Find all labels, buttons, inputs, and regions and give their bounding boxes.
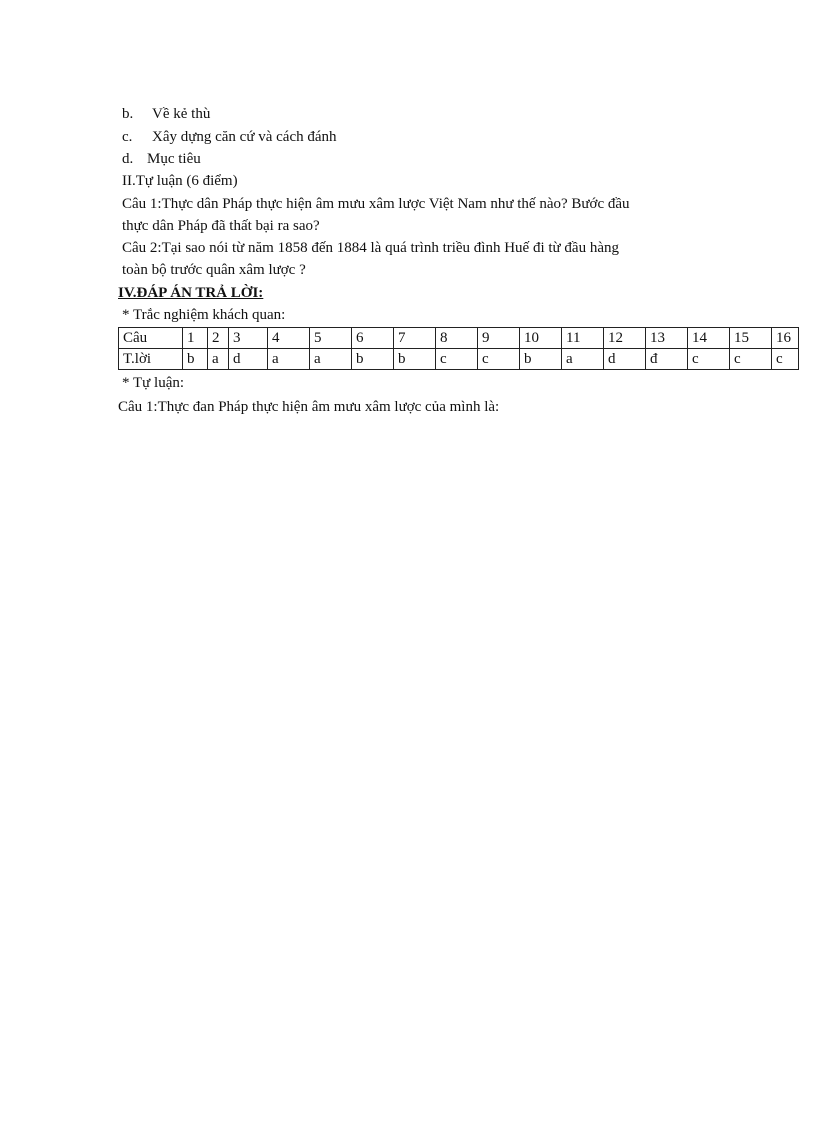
answer-heading: IV.ĐÁP ÁN TRẢ LỜI: bbox=[118, 285, 264, 301]
essay-label: * Tự luận: bbox=[122, 375, 185, 391]
row-header-question: Câu bbox=[119, 328, 183, 349]
question-number-cell: 13 bbox=[646, 328, 688, 349]
option-b-letter: b. bbox=[122, 106, 134, 122]
question-number-cell: 7 bbox=[394, 328, 436, 349]
answer-cell: b bbox=[183, 349, 208, 370]
question-number-cell: 11 bbox=[562, 328, 604, 349]
answer-cell: c bbox=[478, 349, 520, 370]
answer-table-answer-row bbox=[119, 349, 799, 370]
answer-cell: c bbox=[436, 349, 478, 370]
answer-cell: c bbox=[688, 349, 730, 370]
answer-table-number-row bbox=[119, 328, 799, 349]
question-number-cell: 3 bbox=[229, 328, 268, 349]
option-d bbox=[122, 149, 201, 169]
option-c bbox=[122, 127, 337, 147]
question1-line2: thực dân Pháp đã thất bại ra sao? bbox=[122, 218, 320, 234]
question-number-cell: 2 bbox=[208, 328, 229, 349]
question-number-cell: 5 bbox=[310, 328, 352, 349]
mc-label: * Trắc nghiệm khách quan: bbox=[122, 307, 286, 323]
answer-cell: c bbox=[730, 349, 772, 370]
question2-line1: Câu 2:Tại sao nói từ năm 1858 đến 1884 là quá trình triều đình Huế đi từ đầu hàng bbox=[122, 240, 619, 256]
question-number-cell: 15 bbox=[730, 328, 772, 349]
option-d-text: Mục tiêu bbox=[147, 151, 201, 167]
answer-cell: a bbox=[268, 349, 310, 370]
option-c-text: Xây dựng căn cứ và cách đánh bbox=[152, 129, 337, 145]
essay-section-title: II.Tự luận (6 điểm) bbox=[122, 173, 238, 189]
option-d-letter: d. bbox=[122, 151, 134, 167]
question1-line1: Câu 1:Thực dân Pháp thực hiện âm mưu xâm lược Việt Nam như thế nào? Bước đầu bbox=[122, 196, 630, 212]
option-c-letter: c. bbox=[122, 129, 133, 145]
answer-cell: a bbox=[310, 349, 352, 370]
row-header-answer: T.lời bbox=[119, 349, 183, 370]
answer-cell: a bbox=[562, 349, 604, 370]
question-number-cell: 9 bbox=[478, 328, 520, 349]
option-b bbox=[122, 104, 210, 124]
question-number-cell: 12 bbox=[604, 328, 646, 349]
question-number-cell: 14 bbox=[688, 328, 730, 349]
answer-cell: b bbox=[352, 349, 394, 370]
question-number-cell: 10 bbox=[520, 328, 562, 349]
answer-cell: c bbox=[772, 349, 799, 370]
answer-cell: a bbox=[208, 349, 229, 370]
question-number-cell: 4 bbox=[268, 328, 310, 349]
answer-cell: b bbox=[520, 349, 562, 370]
answer-cell: b bbox=[394, 349, 436, 370]
question-number-cell: 6 bbox=[352, 328, 394, 349]
answer-cell: d bbox=[229, 349, 268, 370]
answer-cell: d bbox=[604, 349, 646, 370]
answer-cell: đ bbox=[646, 349, 688, 370]
question2-line2: toàn bộ trước quân xâm lược ? bbox=[122, 262, 306, 278]
question-number-cell: 8 bbox=[436, 328, 478, 349]
question-number-cell: 16 bbox=[772, 328, 799, 349]
answer1-intro: Câu 1:Thực đan Pháp thực hiện âm mưu xâm lược của mình là: bbox=[118, 399, 500, 415]
question-number-cell: 1 bbox=[183, 328, 208, 349]
answer-table bbox=[118, 327, 799, 370]
option-b-text: Về kẻ thù bbox=[152, 106, 211, 122]
